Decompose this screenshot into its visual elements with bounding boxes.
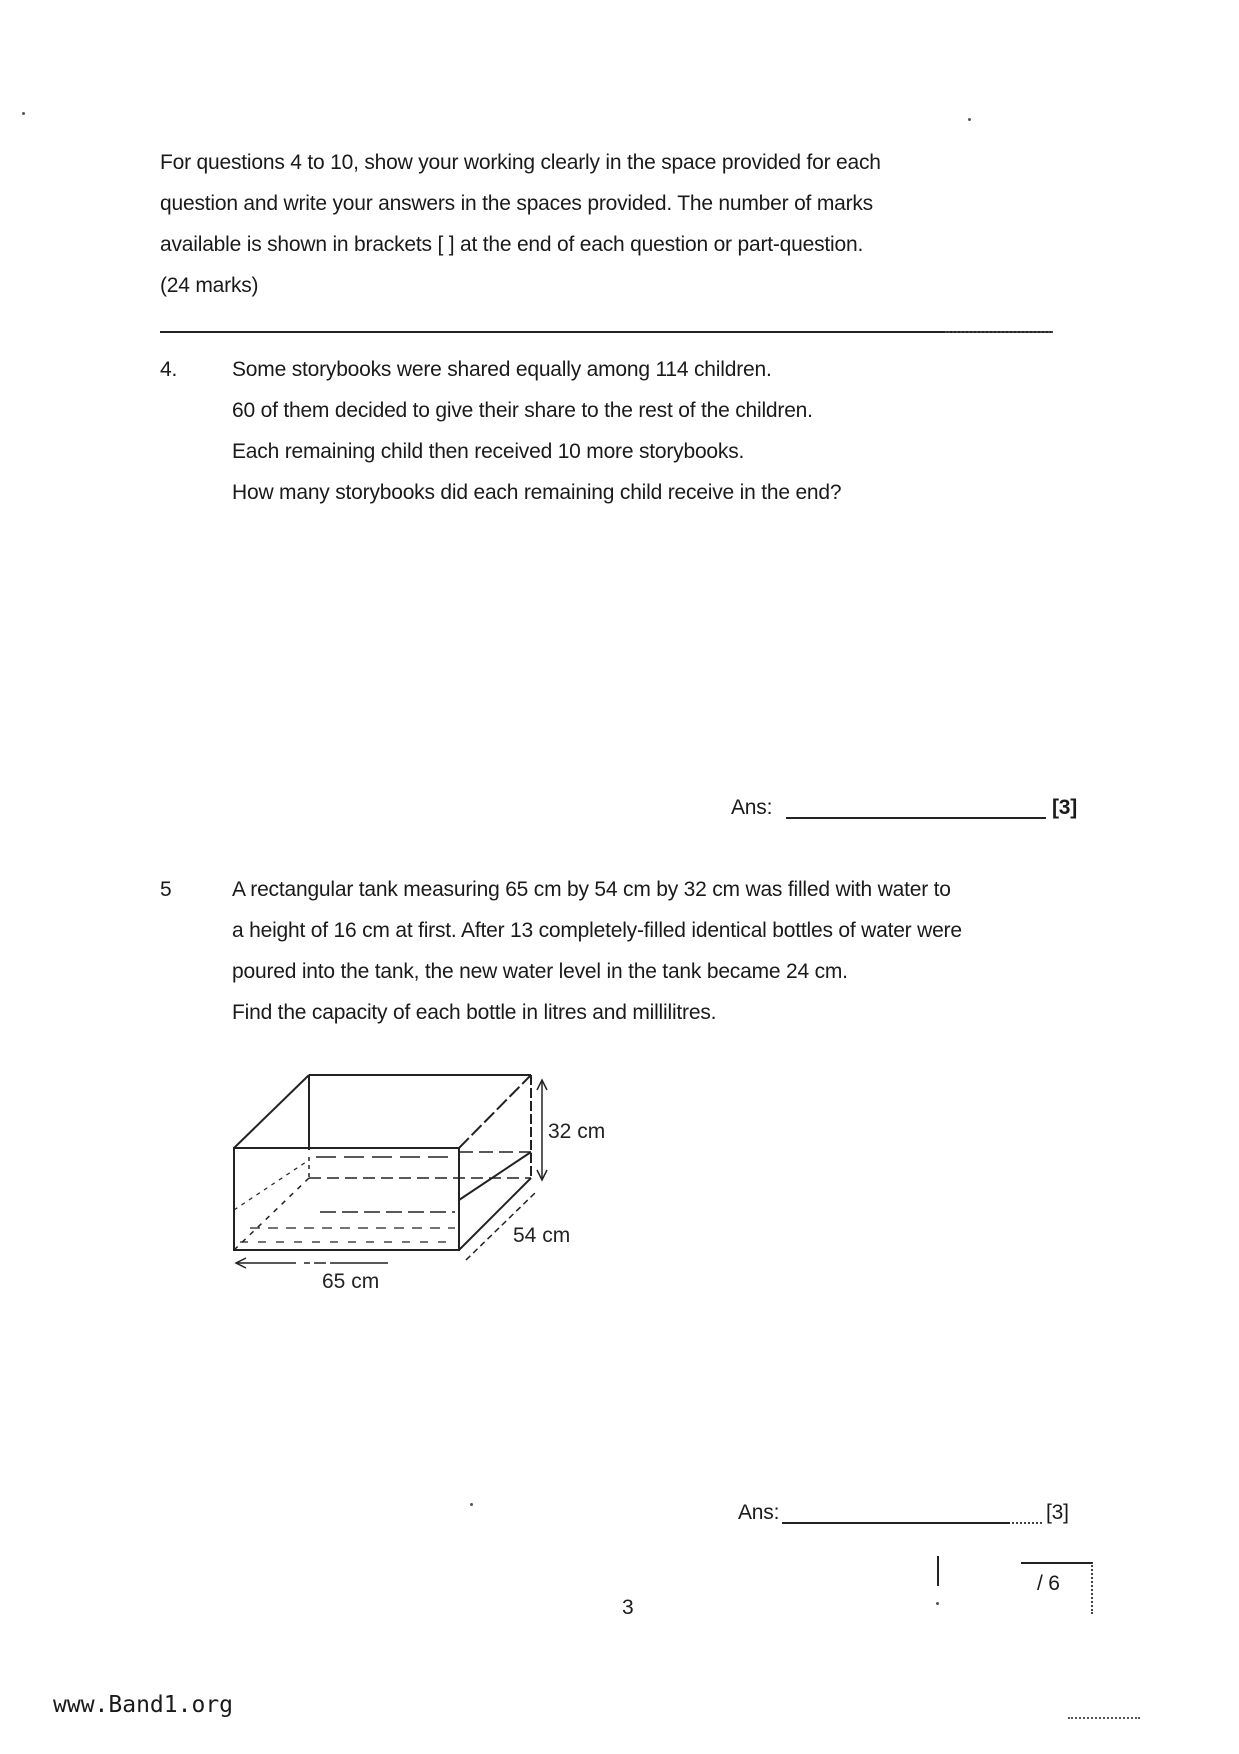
- tank-right-mid-edge: [459, 1152, 531, 1200]
- answer-underline: [786, 817, 1046, 819]
- instruction-total-marks: (24 marks): [160, 274, 259, 297]
- instruction-line: available is shown in brackets [ ] at the end of each question or part-question.: [160, 233, 864, 256]
- tank-diagram: [220, 1060, 640, 1310]
- scan-speck: [22, 112, 25, 115]
- page-number: 3: [622, 1596, 634, 1619]
- question-text-line: 60 of them decided to give their share to the rest of the children.: [232, 399, 813, 422]
- marks-label: [3]: [1046, 1501, 1069, 1524]
- scan-speck-line: [1068, 1717, 1140, 1719]
- scan-speck: [968, 118, 971, 121]
- answer-label: Ans:: [738, 1501, 780, 1524]
- margin-dot: [936, 1602, 939, 1605]
- question-text-line: Each remaining child then received 10 more storybooks.: [232, 440, 745, 463]
- depth-label: 54 cm: [513, 1224, 571, 1247]
- section-divider: [160, 331, 1053, 333]
- question-number: 4.: [160, 358, 178, 381]
- tank-right-top-edge: [459, 1075, 531, 1148]
- answer-underline-tail: [1012, 1522, 1042, 1524]
- question-text-line: a height of 16 cm at first. After 13 completely-filled identical bottles of water were: [232, 919, 962, 942]
- length-label: 65 cm: [322, 1270, 380, 1293]
- page-total: / 6: [1037, 1572, 1060, 1595]
- marks-label: [3]: [1052, 796, 1078, 819]
- tank-left-top-edge: [234, 1075, 309, 1148]
- section-divider-tail: [945, 331, 1053, 333]
- question-number: 5: [160, 878, 172, 901]
- watermark: www.Band1.org: [53, 1692, 234, 1718]
- question-text-line: A rectangular tank measuring 65 cm by 54 cm by 32 cm was filled with water to: [232, 878, 951, 901]
- instruction-line: For questions 4 to 10, show your working clearly in the space provided for each: [160, 151, 881, 174]
- scan-speck: [470, 1503, 473, 1506]
- answer-label: Ans:: [731, 796, 773, 819]
- answer-field[interactable]: [792, 1498, 1017, 1522]
- question-text-line: How many storybooks did each remaining child receive in the end?: [232, 481, 842, 504]
- question-text-line: Some storybooks were shared equally among 114 children.: [232, 358, 772, 381]
- height-label: 32 cm: [548, 1120, 606, 1143]
- question-text-line: poured into the tank, the new water level in the tank became 24 cm.: [232, 960, 848, 983]
- margin-mark: [937, 1556, 939, 1586]
- answer-underline: [782, 1522, 1010, 1524]
- question-text-line: Find the capacity of each bottle in litres and millilitres.: [232, 1001, 717, 1024]
- answer-field[interactable]: [792, 793, 1042, 817]
- instruction-line: question and write your answers in the spaces provided. The number of marks: [160, 192, 873, 215]
- tank-front-face: [234, 1148, 459, 1250]
